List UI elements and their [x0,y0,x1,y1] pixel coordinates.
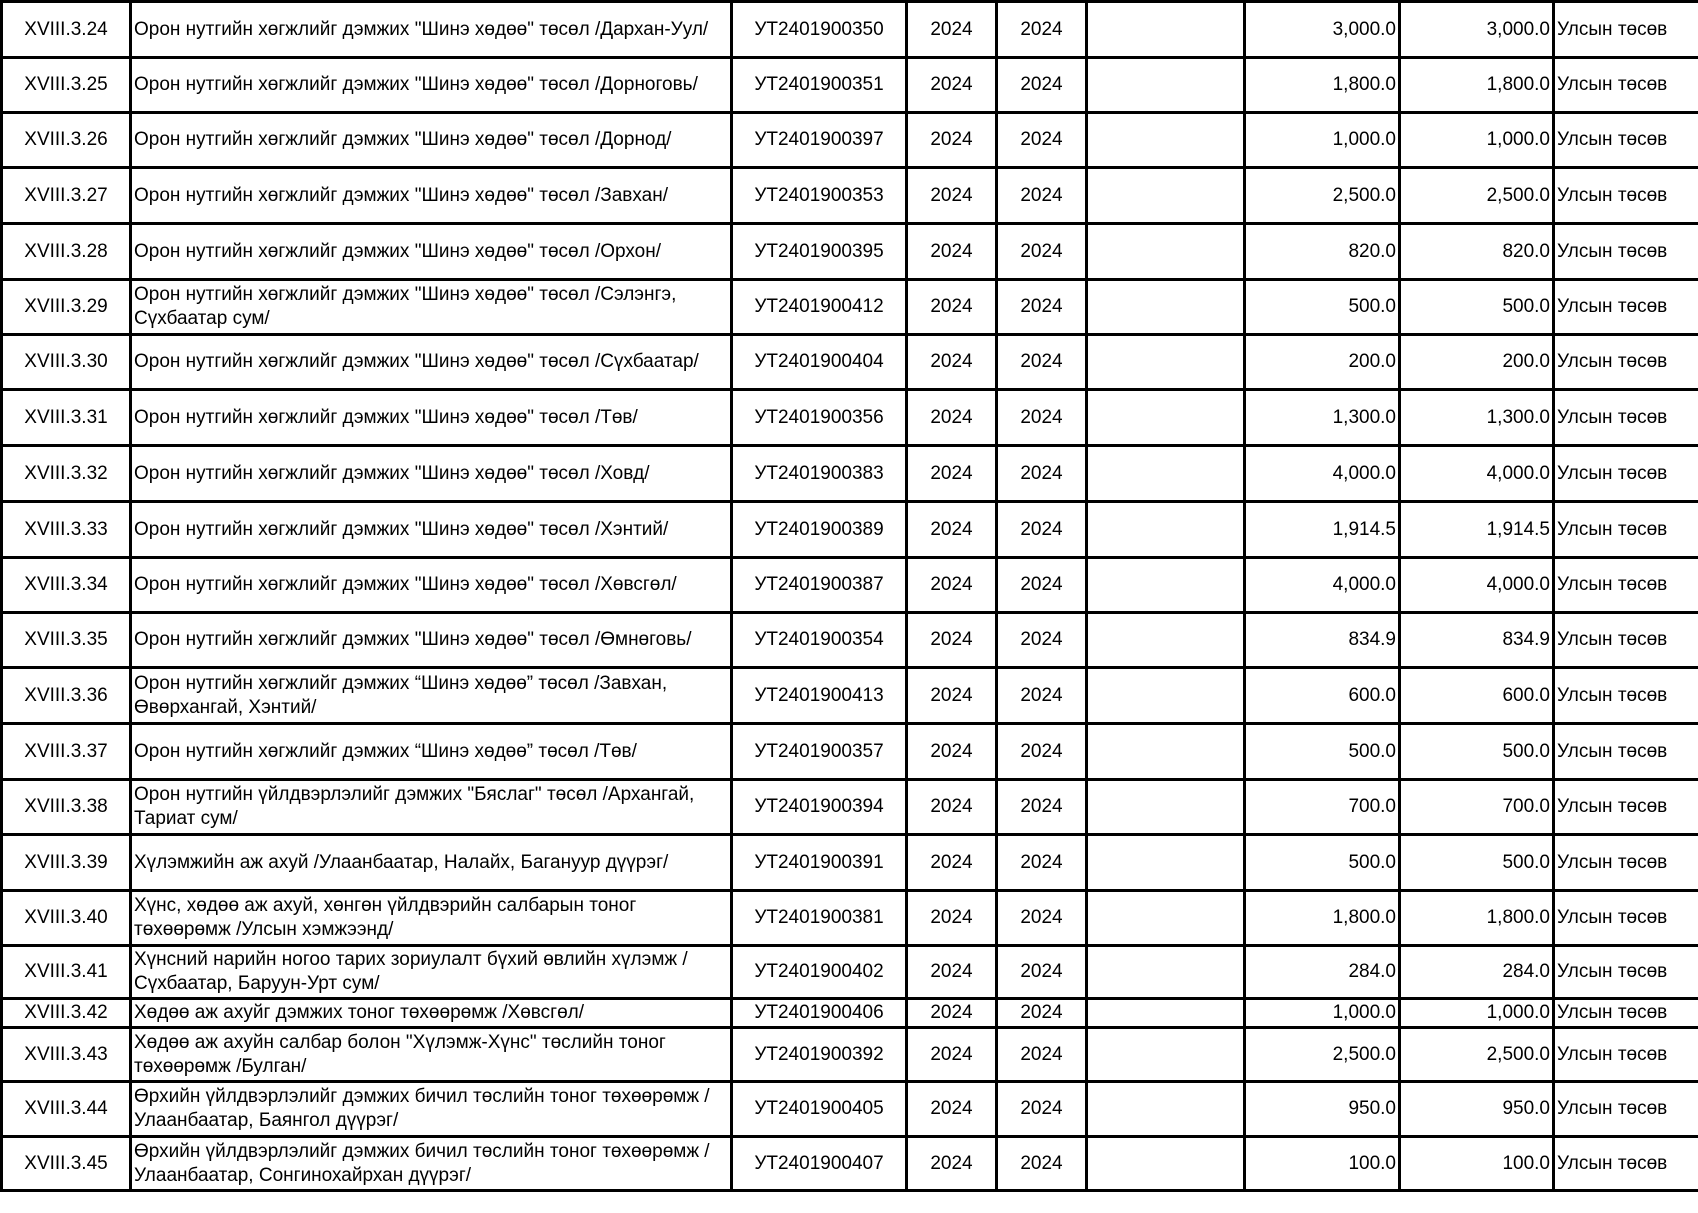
row-amount-year: 4,000.0 [1400,558,1554,613]
row-amount-total: 2,500.0 [1245,168,1400,224]
row-empty-cell [1087,280,1245,335]
row-end-year: 2024 [997,891,1087,946]
row-code: XVIII.3.43 [2,1028,131,1082]
row-start-year: 2024 [907,1082,997,1137]
row-funding-source: Улсын төсөв [1554,390,1698,446]
row-project-name: Орон нутгийн хөгжлийг дэмжих "Шинэ хөдөө" төсөл /Төв/ [131,390,732,446]
row-amount-total: 500.0 [1245,835,1400,891]
table-row [2,724,1698,780]
row-amount-year: 1,800.0 [1400,58,1554,113]
row-start-year: 2024 [907,668,997,724]
row-end-year: 2024 [997,58,1087,113]
table-row [2,891,1698,946]
row-end-year: 2024 [997,780,1087,835]
row-amount-total: 1,000.0 [1245,113,1400,168]
row-project-name: Өрхийн үйлдвэрлэлийг дэмжих бичил төслийн тоног төхөөрөмж /Улаанбаатар, Сонгинохайрхан дүүрэг/ [131,1137,732,1191]
row-code: XVIII.3.45 [2,1137,131,1191]
row-start-year: 2024 [907,502,997,558]
row-funding-source: Улсын төсөв [1554,2,1698,58]
row-project-id: УТ2401900387 [732,558,907,613]
row-start-year: 2024 [907,113,997,168]
row-start-year: 2024 [907,446,997,502]
row-empty-cell [1087,502,1245,558]
row-amount-total: 1,800.0 [1245,58,1400,113]
table-row [2,280,1698,335]
row-project-id: УТ2401900413 [732,668,907,724]
row-project-id: УТ2401900351 [732,58,907,113]
row-amount-year: 2,500.0 [1400,1028,1554,1082]
row-amount-year: 700.0 [1400,780,1554,835]
row-amount-year: 100.0 [1400,1137,1554,1191]
row-project-name: Орон нутгийн хөгжлийг дэмжих "Шинэ хөдөө" төсөл /Дорнод/ [131,113,732,168]
row-code: XVIII.3.26 [2,113,131,168]
row-project-id: УТ2401900397 [732,113,907,168]
row-project-name: Орон нутгийн хөгжлийг дэмжих "Шинэ хөдөө" төсөл /Хөвсгөл/ [131,558,732,613]
row-end-year: 2024 [997,113,1087,168]
row-amount-total: 200.0 [1245,335,1400,390]
table-row [2,446,1698,502]
row-empty-cell [1087,1082,1245,1137]
row-code: XVIII.3.25 [2,58,131,113]
row-funding-source: Улсын төсөв [1554,1137,1698,1191]
row-project-name: Орон нутгийн хөгжлийг дэмжих "Шинэ хөдөө" төсөл /Ховд/ [131,446,732,502]
row-code: XVIII.3.42 [2,999,131,1028]
row-end-year: 2024 [997,1137,1087,1191]
row-amount-year: 820.0 [1400,224,1554,280]
table-row [2,1082,1698,1137]
row-amount-year: 284.0 [1400,946,1554,999]
row-code: XVIII.3.30 [2,335,131,390]
table-row [2,1028,1698,1082]
row-end-year: 2024 [997,999,1087,1028]
table-row [2,390,1698,446]
row-start-year: 2024 [907,1137,997,1191]
row-start-year: 2024 [907,999,997,1028]
row-funding-source: Улсын төсөв [1554,1028,1698,1082]
row-project-id: УТ2401900381 [732,891,907,946]
row-code: XVIII.3.35 [2,613,131,668]
row-project-name: Хүлэмжийн аж ахуй /Улаанбаатар, Налайх, Багануур дүүрэг/ [131,835,732,891]
row-funding-source: Улсын төсөв [1554,335,1698,390]
row-code: XVIII.3.29 [2,280,131,335]
row-start-year: 2024 [907,891,997,946]
row-amount-total: 3,000.0 [1245,2,1400,58]
table-row [2,502,1698,558]
row-project-id: УТ2401900404 [732,335,907,390]
row-project-id: УТ2401900412 [732,280,907,335]
row-project-id: УТ2401900353 [732,168,907,224]
row-end-year: 2024 [997,390,1087,446]
row-project-id: УТ2401900405 [732,1082,907,1137]
row-amount-year: 3,000.0 [1400,2,1554,58]
table-row [2,999,1698,1028]
row-end-year: 2024 [997,335,1087,390]
row-amount-total: 950.0 [1245,1082,1400,1137]
row-empty-cell [1087,168,1245,224]
row-funding-source: Улсын төсөв [1554,891,1698,946]
row-project-id: УТ2401900356 [732,390,907,446]
row-project-name: Орон нутгийн хөгжлийг дэмжих “Шинэ хөдөө” төсөл /Завхан, Өвөрхангай, Хэнтий/ [131,668,732,724]
row-start-year: 2024 [907,946,997,999]
row-project-id: УТ2401900392 [732,1028,907,1082]
row-empty-cell [1087,390,1245,446]
table-row [2,168,1698,224]
row-funding-source: Улсын төсөв [1554,224,1698,280]
row-funding-source: Улсын төсөв [1554,558,1698,613]
row-project-name: Орон нутгийн хөгжлийг дэмжих "Шинэ хөдөө" төсөл /Сүхбаатар/ [131,335,732,390]
row-project-name: Орон нутгийн хөгжлийг дэмжих “Шинэ хөдөө” төсөл /Төв/ [131,724,732,780]
row-empty-cell [1087,335,1245,390]
table-body [2,2,1698,1191]
row-amount-year: 500.0 [1400,835,1554,891]
row-funding-source: Улсын төсөв [1554,168,1698,224]
row-end-year: 2024 [997,724,1087,780]
row-project-id: УТ2401900406 [732,999,907,1028]
row-code: XVIII.3.24 [2,2,131,58]
row-empty-cell [1087,891,1245,946]
row-end-year: 2024 [997,446,1087,502]
row-amount-year: 834.9 [1400,613,1554,668]
row-project-id: УТ2401900402 [732,946,907,999]
row-amount-total: 600.0 [1245,668,1400,724]
row-funding-source: Улсын төсөв [1554,446,1698,502]
table-row [2,58,1698,113]
row-empty-cell [1087,1028,1245,1082]
row-amount-total: 1,800.0 [1245,891,1400,946]
row-end-year: 2024 [997,280,1087,335]
row-start-year: 2024 [907,724,997,780]
row-empty-cell [1087,613,1245,668]
row-amount-year: 500.0 [1400,280,1554,335]
table-row [2,835,1698,891]
row-project-name: Орон нутгийн хөгжлийг дэмжих "Шинэ хөдөө" төсөл /Хэнтий/ [131,502,732,558]
row-empty-cell [1087,999,1245,1028]
row-funding-source: Улсын төсөв [1554,835,1698,891]
row-amount-year: 1,300.0 [1400,390,1554,446]
table-row [2,613,1698,668]
row-end-year: 2024 [997,946,1087,999]
row-amount-total: 4,000.0 [1245,558,1400,613]
row-amount-year: 2,500.0 [1400,168,1554,224]
row-code: XVIII.3.31 [2,390,131,446]
row-funding-source: Улсын төсөв [1554,780,1698,835]
row-empty-cell [1087,668,1245,724]
row-code: XVIII.3.39 [2,835,131,891]
row-project-name: Хүнс, хөдөө аж ахуй, хөнгөн үйлдвэрийн салбарын тоног төхөөрөмж /Улсын хэмжээнд/ [131,891,732,946]
row-end-year: 2024 [997,1028,1087,1082]
row-start-year: 2024 [907,1028,997,1082]
row-amount-total: 100.0 [1245,1137,1400,1191]
row-funding-source: Улсын төсөв [1554,613,1698,668]
row-project-id: УТ2401900350 [732,2,907,58]
row-project-name: Хөдөө аж ахуйг дэмжих тоног төхөөрөмж /Хөвсгөл/ [131,999,732,1028]
row-amount-total: 284.0 [1245,946,1400,999]
row-project-id: УТ2401900383 [732,446,907,502]
row-project-id: УТ2401900391 [732,835,907,891]
row-project-id: УТ2401900357 [732,724,907,780]
row-start-year: 2024 [907,613,997,668]
row-project-name: Өрхийн үйлдвэрлэлийг дэмжих бичил төслийн тоног төхөөрөмж /Улаанбаатар, Баянгол дүүрэг/ [131,1082,732,1137]
row-funding-source: Улсын төсөв [1554,58,1698,113]
table-row [2,224,1698,280]
row-code: XVIII.3.37 [2,724,131,780]
row-start-year: 2024 [907,780,997,835]
row-funding-source: Улсын төсөв [1554,724,1698,780]
row-code: XVIII.3.44 [2,1082,131,1137]
row-funding-source: Улсын төсөв [1554,946,1698,999]
row-code: XVIII.3.32 [2,446,131,502]
row-amount-total: 1,000.0 [1245,999,1400,1028]
row-start-year: 2024 [907,390,997,446]
row-end-year: 2024 [997,668,1087,724]
row-end-year: 2024 [997,558,1087,613]
row-end-year: 2024 [997,168,1087,224]
row-project-name: Орон нутгийн хөгжлийг дэмжих "Шинэ хөдөө" төсөл /Дорноговь/ [131,58,732,113]
row-start-year: 2024 [907,335,997,390]
row-project-name: Орон нутгийн хөгжлийг дэмжих "Шинэ хөдөө" төсөл /Дархан-Уул/ [131,2,732,58]
row-amount-total: 1,300.0 [1245,390,1400,446]
row-amount-year: 1,000.0 [1400,999,1554,1028]
row-amount-year: 950.0 [1400,1082,1554,1137]
row-amount-total: 1,914.5 [1245,502,1400,558]
row-empty-cell [1087,1137,1245,1191]
row-amount-year: 600.0 [1400,668,1554,724]
row-end-year: 2024 [997,2,1087,58]
row-end-year: 2024 [997,835,1087,891]
row-funding-source: Улсын төсөв [1554,1082,1698,1137]
row-end-year: 2024 [997,224,1087,280]
row-start-year: 2024 [907,558,997,613]
row-empty-cell [1087,724,1245,780]
row-end-year: 2024 [997,613,1087,668]
row-code: XVIII.3.41 [2,946,131,999]
row-code: XVIII.3.34 [2,558,131,613]
table-row [2,946,1698,999]
table-row [2,113,1698,168]
row-code: XVIII.3.28 [2,224,131,280]
row-code: XVIII.3.33 [2,502,131,558]
row-project-id: УТ2401900395 [732,224,907,280]
row-code: XVIII.3.40 [2,891,131,946]
row-amount-year: 4,000.0 [1400,446,1554,502]
table-row [2,335,1698,390]
row-code: XVIII.3.38 [2,780,131,835]
row-project-name: Орон нутгийн хөгжлийг дэмжих "Шинэ хөдөө" төсөл /Өмнөговь/ [131,613,732,668]
row-amount-total: 834.9 [1245,613,1400,668]
row-project-id: УТ2401900389 [732,502,907,558]
row-project-name: Орон нутгийн хөгжлийг дэмжих "Шинэ хөдөө" төсөл /Завхан/ [131,168,732,224]
row-start-year: 2024 [907,835,997,891]
row-empty-cell [1087,446,1245,502]
row-amount-total: 500.0 [1245,280,1400,335]
row-empty-cell [1087,58,1245,113]
table-row [2,780,1698,835]
row-project-id: УТ2401900407 [732,1137,907,1191]
row-funding-source: Улсын төсөв [1554,999,1698,1028]
row-code: XVIII.3.36 [2,668,131,724]
row-funding-source: Улсын төсөв [1554,668,1698,724]
row-empty-cell [1087,2,1245,58]
row-amount-total: 2,500.0 [1245,1028,1400,1082]
row-project-name: Хөдөө аж ахуйн салбар болон "Хүлэмж-Хүнс" төслийн тоног төхөөрөмж /Булган/ [131,1028,732,1082]
row-amount-total: 700.0 [1245,780,1400,835]
row-funding-source: Улсын төсөв [1554,502,1698,558]
row-start-year: 2024 [907,2,997,58]
row-empty-cell [1087,835,1245,891]
row-end-year: 2024 [997,502,1087,558]
row-funding-source: Улсын төсөв [1554,280,1698,335]
row-project-name: Орон нутгийн хөгжлийг дэмжих "Шинэ хөдөө" төсөл /Сэлэнгэ, Сүхбаатар сум/ [131,280,732,335]
row-end-year: 2024 [997,1082,1087,1137]
row-amount-year: 1,000.0 [1400,113,1554,168]
row-start-year: 2024 [907,224,997,280]
table-row [2,668,1698,724]
row-project-name: Орон нутгийн хөгжлийг дэмжих "Шинэ хөдөө" төсөл /Орхон/ [131,224,732,280]
row-amount-total: 4,000.0 [1245,446,1400,502]
row-start-year: 2024 [907,280,997,335]
row-project-name: Хүнсний нарийн ногоо тарих зориулалт бүхий өвлийн хүлэмж /Сүхбаатар, Баруун-Урт сум/ [131,946,732,999]
row-amount-total: 820.0 [1245,224,1400,280]
row-empty-cell [1087,558,1245,613]
row-amount-year: 200.0 [1400,335,1554,390]
table-row [2,2,1698,58]
row-start-year: 2024 [907,168,997,224]
row-amount-year: 1,800.0 [1400,891,1554,946]
row-amount-year: 500.0 [1400,724,1554,780]
row-empty-cell [1087,224,1245,280]
row-project-id: УТ2401900354 [732,613,907,668]
table-row [2,1137,1698,1191]
row-empty-cell [1087,946,1245,999]
row-empty-cell [1087,113,1245,168]
row-empty-cell [1087,780,1245,835]
row-project-name: Орон нутгийн үйлдвэрлэлийг дэмжих "Бяслаг" төсөл /Архангай, Тариат сум/ [131,780,732,835]
row-start-year: 2024 [907,58,997,113]
row-amount-total: 500.0 [1245,724,1400,780]
row-project-id: УТ2401900394 [732,780,907,835]
row-funding-source: Улсын төсөв [1554,113,1698,168]
table-row [2,558,1698,613]
row-code: XVIII.3.27 [2,168,131,224]
row-amount-year: 1,914.5 [1400,502,1554,558]
